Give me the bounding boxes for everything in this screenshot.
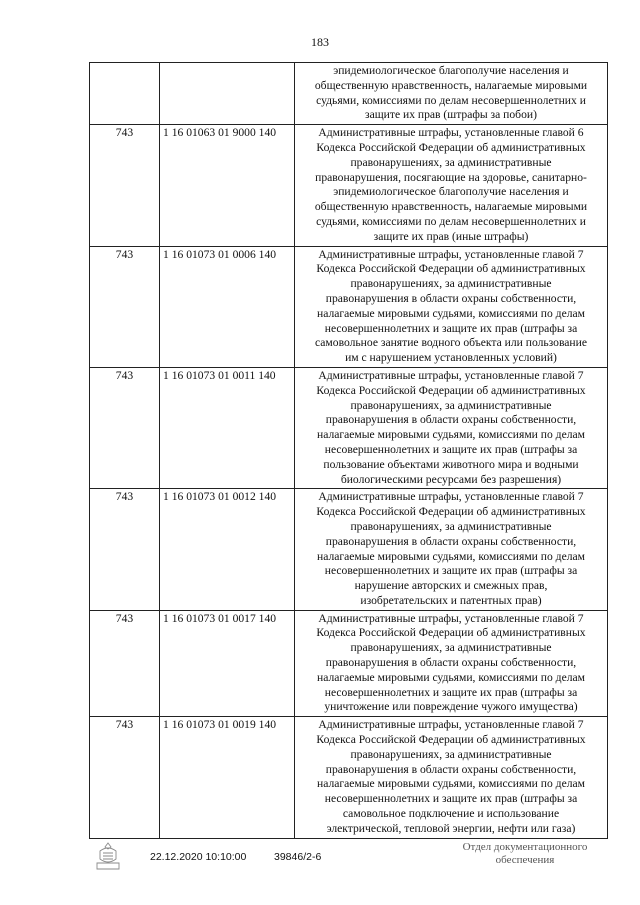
kbk-code-cell: 1 16 01063 01 9000 140 <box>160 125 295 246</box>
description-line: эпидемиологическое благополучие населения и <box>333 64 569 77</box>
admin-code-cell <box>90 63 160 125</box>
description-cell <box>295 125 608 246</box>
description-line: Кодекса Российской Федерации об административных <box>316 383 586 397</box>
kbk-code-cell: 1 16 01073 01 0006 140 <box>160 246 295 367</box>
kbk-code-cell: 1 16 01073 01 0012 140 <box>160 489 295 610</box>
description-cell <box>295 717 608 838</box>
description-line: правонарушениях, за административные <box>350 398 552 412</box>
table-row <box>90 717 608 838</box>
footer-department-stamp <box>440 841 610 867</box>
description-cell <box>295 246 608 367</box>
admin-code-cell: 743 <box>90 610 160 717</box>
table-row <box>90 610 608 717</box>
footer-datetime: 22.12.2020 10:10:00 <box>150 851 247 863</box>
admin-code-cell: 743 <box>90 125 160 246</box>
description-line: Административные штрафы, установленные главой 7 <box>318 247 584 261</box>
description-line: Административные штрафы, установленные главой 6 <box>318 126 584 140</box>
department-line-1: Отдел документационного <box>462 841 588 853</box>
footer-doc-number: 39846/2-6 <box>274 851 322 863</box>
kbk-code-cell: 1 16 01073 01 0017 140 <box>160 610 295 717</box>
description-line: правонарушениях, за административные <box>350 641 552 655</box>
budget-classification-table <box>89 62 608 839</box>
description-line: биологическими ресурсами без разрешения) <box>340 472 562 486</box>
description-line: налагаемые мировыми судьями, комиссиями по делам <box>317 777 585 791</box>
description-line: правонарушения в области охраны собственности, <box>325 656 577 670</box>
description-line: правонарушениях, за административные <box>350 519 552 533</box>
description-line: правонарушениях, за административные <box>350 277 552 291</box>
table-row <box>90 246 608 367</box>
table-row <box>90 125 608 246</box>
description-line: налагаемые мировыми судьями, комиссиями по делам <box>317 428 585 442</box>
kbk-code-cell <box>160 63 295 125</box>
description-line: нарушение авторских и смежных прав, <box>354 579 548 593</box>
description-line: Кодекса Российской Федерации об административных <box>316 733 586 747</box>
description-line: самовольное занятие водного объекта или пользование <box>315 336 587 350</box>
description-cell <box>295 63 608 125</box>
description-line: несовершеннолетних и защите их прав (штрафы за <box>324 321 578 335</box>
description-line: защите их прав (штрафы за побои) <box>365 108 537 122</box>
description-line: Административные штрафы, установленные главой 7 <box>318 490 584 504</box>
description-line: Кодекса Российской Федерации об административных <box>316 140 586 154</box>
description-line: эпидемиологическое благополучие населения и <box>333 185 569 199</box>
description-cell <box>295 489 608 610</box>
description-cell <box>295 367 608 488</box>
description-line: несовершеннолетних и защите их прав (штрафы за <box>324 792 578 806</box>
description-cell <box>295 610 608 717</box>
description-line: правонарушения в области охраны собственности, <box>325 762 577 776</box>
description-line: Административные штрафы, установленные главой 7 <box>318 718 584 732</box>
table-row <box>90 367 608 488</box>
kbk-code-cell: 1 16 01073 01 0011 140 <box>160 367 295 488</box>
description-line: налагаемые мировыми судьями, комиссиями по делам <box>317 306 585 320</box>
admin-code-cell: 743 <box>90 367 160 488</box>
description-line: правонарушения в области охраны собственности, <box>325 413 577 427</box>
description-line: Кодекса Российской Федерации об административных <box>316 626 586 640</box>
description-line: Кодекса Российской Федерации об административных <box>316 505 586 519</box>
description-line: несовершеннолетних и защите их прав (штрафы за <box>324 442 578 456</box>
description-line: судьями, комиссиями по делам несовершеннолетних и <box>316 214 586 228</box>
description-line: Административные штрафы, установленные главой 7 <box>318 368 584 382</box>
description-line: пользование объектами животного мира и водными <box>323 457 579 471</box>
description-line: налагаемые мировыми судьями, комиссиями по делам <box>317 549 585 563</box>
description-line: несовершеннолетних и защите их прав (штрафы за <box>324 564 578 578</box>
description-line: уничтожение или повреждение чужого имущества) <box>324 700 578 714</box>
description-line: судьями, комиссиями по делам несовершеннолетних и <box>316 93 586 107</box>
kbk-code-cell: 1 16 01073 01 0019 140 <box>160 717 295 838</box>
department-line-2: обеспечения <box>495 854 555 866</box>
table-row <box>90 63 608 125</box>
page-number: 183 <box>311 35 329 49</box>
description-line: налагаемые мировыми судьями, комиссиями по делам <box>317 670 585 684</box>
description-line: защите их прав (иные штрафы) <box>373 229 529 243</box>
admin-code-cell: 743 <box>90 489 160 610</box>
description-line: правонарушения в области охраны собственности, <box>325 534 577 548</box>
emblem-stamp <box>94 841 122 871</box>
admin-code-cell: 743 <box>90 246 160 367</box>
description-line: несовершеннолетних и защите их прав (штрафы за <box>324 685 578 699</box>
description-line: электрической, тепловой энергии, нефти или газа) <box>326 821 576 835</box>
description-line: общественную нравственность, налагаемые мировыми <box>314 78 588 92</box>
description-line: общественную нравственность, налагаемые мировыми <box>314 200 588 214</box>
description-line: самовольное подключение и использование <box>342 807 560 821</box>
description-line: правонарушениях, за административные <box>350 155 552 169</box>
description-line: правонарушениях, за административные <box>350 747 552 761</box>
table-row <box>90 489 608 610</box>
description-line: правонарушения в области охраны собственности, <box>325 291 577 305</box>
description-line: Кодекса Российской Федерации об административных <box>316 262 586 276</box>
description-line: им с нарушением установленных условий) <box>345 351 557 365</box>
description-line: Административные штрафы, установленные главой 7 <box>318 611 584 625</box>
admin-code-cell: 743 <box>90 717 160 838</box>
description-line: правонарушения, посягающие на здоровье, санитарно- <box>315 170 587 184</box>
description-line: изобретательских и патентных прав) <box>360 593 542 607</box>
